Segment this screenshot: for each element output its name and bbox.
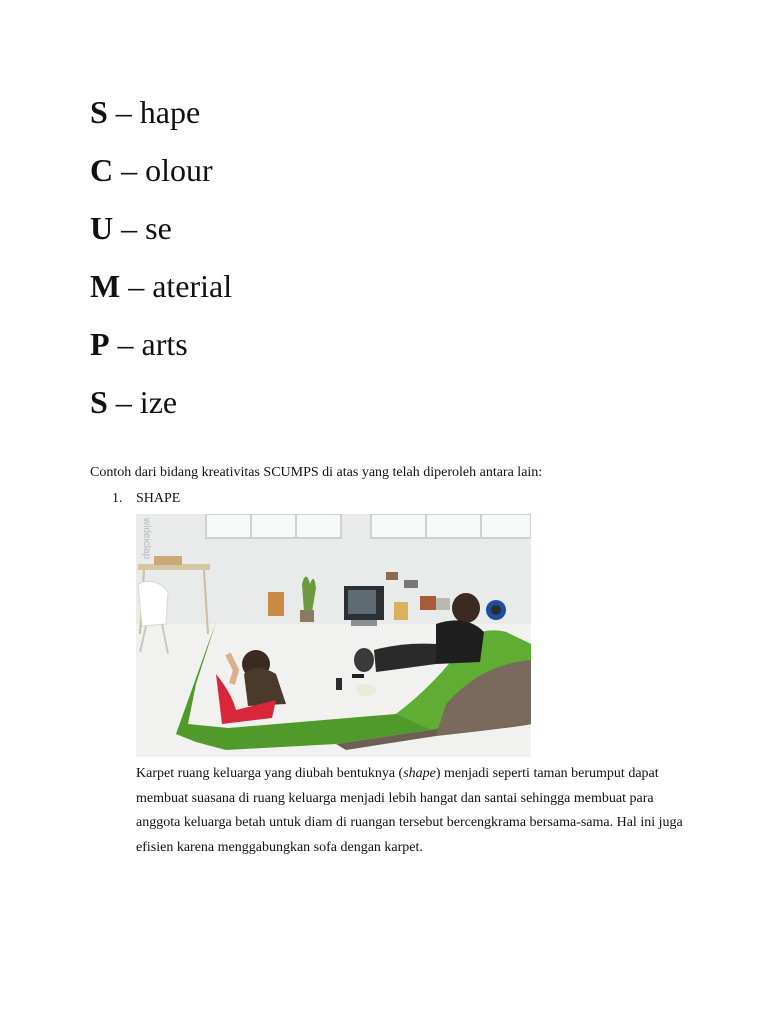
list-number: 1. — [112, 491, 123, 506]
shelf-item — [268, 592, 284, 616]
acronym-rest: – olour — [113, 152, 213, 188]
acronym-letter: C — [90, 152, 114, 188]
acronym-letter: S — [90, 94, 108, 130]
acronym-letter: M — [90, 268, 121, 304]
description-italic: shape — [403, 766, 436, 781]
person-man — [452, 593, 480, 623]
acronym-rest: – aterial — [120, 268, 233, 304]
acronym-rest: – se — [113, 210, 172, 246]
acronym-rest: – hape — [107, 94, 201, 130]
window — [206, 514, 341, 538]
photo-illustration — [136, 514, 531, 757]
acronym-letter: U — [90, 210, 114, 246]
description-paragraph — [136, 762, 696, 860]
grass-carpet-photo — [136, 514, 531, 757]
description-before: Karpet ruang keluarga yang diubah bentuknya ( — [136, 766, 404, 781]
list-label: SHAPE — [136, 491, 181, 506]
acronym-letter: P — [90, 326, 110, 362]
acronym-line-parts — [90, 324, 188, 364]
acronym-line-shape — [90, 92, 200, 132]
acronym-line-colour — [90, 150, 213, 190]
intro-text: Contoh dari bidang kreativitas SCUMPS di atas yang telah diperoleh antara lain: — [90, 465, 543, 480]
description-after: ) menjadi seperti taman berumput dapat membuat suasana di ruang keluarga menjadi lebih hangat dan santai sehingga membuat para anggota keluarga betah untuk diam di ruangan tersebut bercengkrama bersama-sama. Hal ini juga efisien karena menggabungkan sofa dengan karpet. — [136, 766, 683, 855]
acronym-line-size — [90, 382, 177, 422]
acronym-rest: – arts — [109, 326, 188, 362]
list-item — [112, 489, 180, 509]
chair — [138, 581, 168, 626]
acronym-letter: S — [90, 384, 108, 420]
acronym-rest: – ize — [107, 384, 178, 420]
acronym-line-material — [90, 266, 232, 306]
bowl — [356, 684, 376, 696]
acronym-line-use — [90, 208, 172, 248]
watermark-text: wideiclap — [141, 518, 152, 560]
window — [371, 514, 531, 538]
